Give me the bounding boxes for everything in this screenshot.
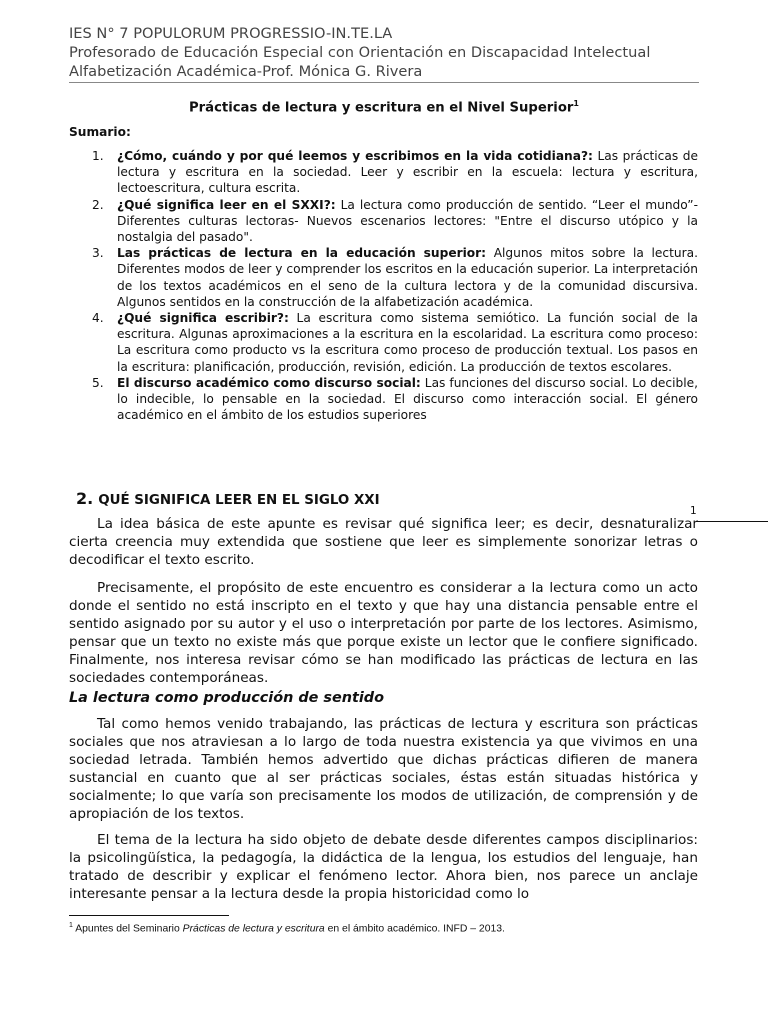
- sumario-item-number: 4.: [92, 311, 104, 326]
- paragraph: [69, 715, 698, 824]
- sumario-item-text: Las funciones del discurso social. Lo decible, lo indecible, lo pensable en la sociedad. El discurso como interacción social. El género académico en el ámbito de los estudios superiores: [117, 375, 699, 423]
- sumario-item: [92, 148, 698, 197]
- header-institution: IES N° 7 POPULORUM PROGRESSIO-IN.TE.LA: [69, 25, 393, 42]
- sumario-item-text: La escritura como sistema semiótico. La función social de la escritura. Algunas aproximaciones a la escritura en la escolaridad. La escritura como proceso: La escritura como producto vs la escritura como proceso de producción textual. Los pasos en la escritura: planificación, producción, revisión, edición. La producción de textos escolares.: [117, 311, 699, 374]
- sumario-item: [92, 310, 698, 375]
- sumario-list: [92, 148, 698, 423]
- sumario-item-text: Las prácticas de lectura y escritura en la sociedad. Leer y escribir en la escuela: lectura y escritura, lectoescritura, cultura escrita.: [117, 149, 698, 196]
- paragraph: [69, 515, 698, 569]
- sumario-item-number: 2.: [92, 197, 104, 212]
- page-number-rule: [696, 521, 768, 522]
- section-heading: [76, 489, 380, 508]
- footnote-text: Apuntes del Seminario: [72, 923, 183, 935]
- footnote-italic-title: Prácticas de lectura y escritura: [182, 923, 325, 935]
- sumario-item: [92, 375, 698, 424]
- sumario-item: [92, 197, 698, 246]
- paragraph: [69, 579, 698, 688]
- paragraph-text: Precisamente, el propósito de este encuentro es considerar a la lectura como un acto donde el sentido no está inscripto en el texto y que hay una distancia pensable entre el sentido asignado por su autor y el uso o interpretación por parte de los lectores. Asimismo, pensar que un texto no existe más que porque existe un lector que le confiere significado. Finalmente, nos interesa revisar cómo se han modificado las prácticas de lectura en las sociedades contemporáneas.: [69, 580, 698, 687]
- sumario-item: [92, 245, 698, 310]
- footnote-text-end: en el ámbito académico. INFD – 2013.: [324, 923, 505, 935]
- footnote: [69, 922, 505, 934]
- subheading: La lectura como producción de sentido: [69, 690, 384, 706]
- title-footnote-mark: 1: [573, 99, 579, 108]
- sumario-item-number: 5.: [92, 375, 104, 390]
- sumario-item-number: 3.: [92, 246, 104, 261]
- footnote-mark: 1: [69, 922, 73, 929]
- paragraph-text: Tal como hemos venido trabajando, las prácticas de lectura y escritura son prácticas sociales que nos atraviesan a lo largo de toda nuestra existencia ya que vivimos en una sociedad letrada. También hemos advertido que dichas prácticas difieren de manera sustancial en cuanto que al ser prácticas sociales, éstas están situadas histórica y socialmente; lo que varía son precisamente los modos de utilización, de comprensión y de apropiación de los textos.: [69, 716, 698, 823]
- sumario-item-text: Algunos mitos sobre la lectura. Diferentes modos de leer y comprender los escritos en la educación superior. La interpretación de los textos académicos en el seno de la cultura lectora y de la comunidad discursiva. Algunos sentidos en la construcción de la alfabetización académica.: [117, 246, 698, 309]
- section-title: QUÉ SIGNIFICA LEER EN EL SIGLO XXI: [98, 493, 380, 508]
- sumario-item-heading: Las prácticas de lectura en la educación superior:: [117, 246, 487, 261]
- paragraph-text: El tema de la lectura ha sido objeto de debate desde diferentes campos disciplinarios: la psicolingüística, la pedagogía, la didáctica de la lengua, los estudios del lenguaje, han tratado de describir y explicar el fenómeno lector. Ahora bien, nos parece un anclaje interesante pensar a la lectura desde la propia historicidad como lo: [69, 832, 698, 903]
- page-number: 1: [690, 505, 697, 517]
- footnote-divider: [69, 915, 229, 916]
- section-number: 2.: [76, 489, 94, 508]
- sumario-item-text: La lectura como producción de sentido. “Leer el mundo”-Diferentes culturas lectoras- Nuevos escenarios lectores: "Entre el discurso utópico y la nostalgia del pasado".: [117, 197, 699, 245]
- sumario-item-heading: ¿Qué significa escribir?:: [117, 311, 289, 326]
- header-program: Profesorado de Educación Especial con Orientación en Discapacidad Intelectual: [69, 44, 651, 61]
- sumario-item-heading: El discurso académico como discurso social:: [117, 375, 421, 390]
- header-course: Alfabetización Académica-Prof. Mónica G. Rivera: [69, 63, 423, 80]
- page-title: [69, 99, 699, 115]
- paragraph-text: La idea básica de este apunte es revisar qué significa leer; es decir, desnaturalizar cierta creencia muy extendida que sostiene que leer es simplemente sonorizar letras o decodificar el texto escrito.: [69, 516, 698, 569]
- sumario-label: Sumario:: [69, 125, 131, 139]
- paragraph: [69, 831, 698, 903]
- sumario-item-heading: ¿Qué significa leer en el SXXI?:: [117, 197, 336, 212]
- sumario-item-heading: ¿Cómo, cuándo y por qué leemos y escribimos en la vida cotidiana?:: [117, 149, 593, 163]
- header-divider: [69, 82, 699, 83]
- page-title-text: Prácticas de lectura y escritura en el Nivel Superior: [189, 100, 574, 116]
- document-header: [69, 24, 699, 81]
- sumario-item-number: 1.: [92, 149, 104, 163]
